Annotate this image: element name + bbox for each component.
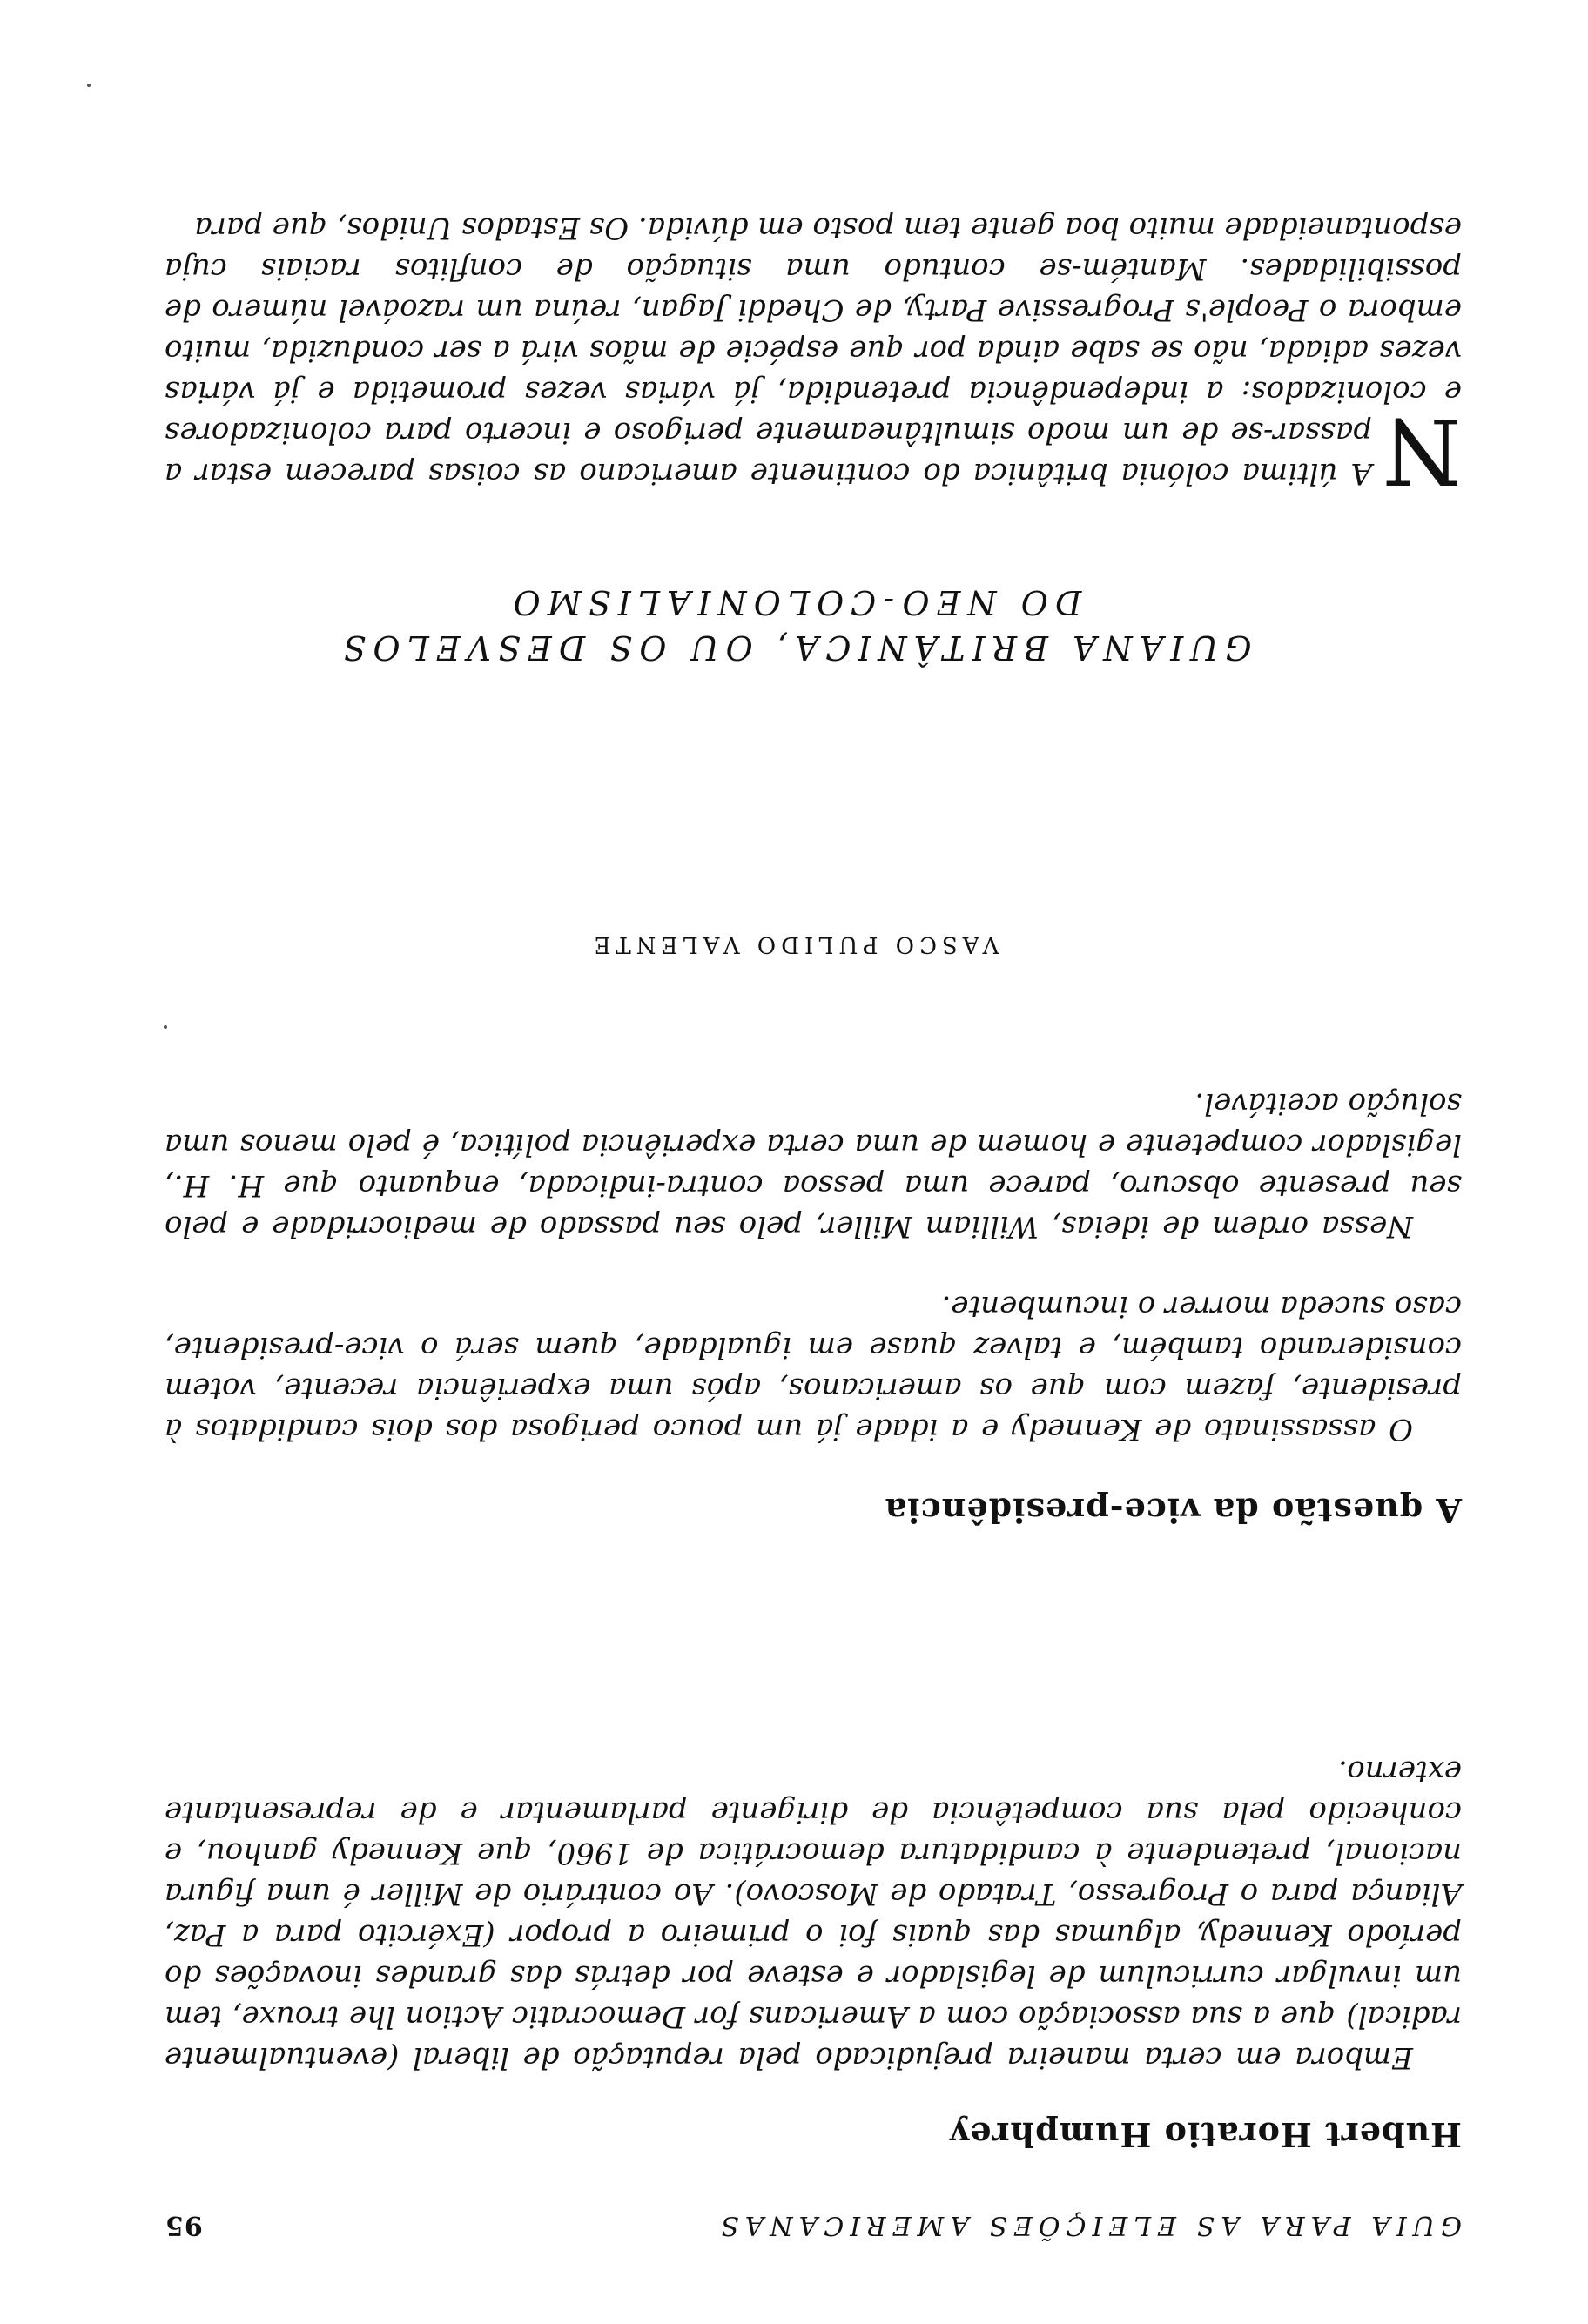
section-heading-humphrey: Hubert Horatio Humphrey <box>949 2115 1462 2154</box>
article-paragraph-1-text: A última colónia britânica do continente americano as coisas parecem estar a passar-se de um modo simultâneamente perigoso e incerto para colonizadores e colonizados: a independência pretendida, já várias vezes prometida e já várias vezes adiada, não se sabe ainda por que espécie de mãos virá a ser conduzida, muito embora o People's Progressive Party, de Cheddi Jagan, reúna um razoável número de possibilidades. Mantém-se contudo uma situação de conflitos raciais cuja espontaneidade muito boa gente tem posto em dúvida. Os Estados Unidos, que para <box>165 211 1462 491</box>
section-heading-vice-presidency: A questão da vice-presidência <box>884 1491 1462 1530</box>
running-head-title: GUIA PARA AS ELEIÇÕES AMERICANAS <box>715 2210 1462 2240</box>
drop-cap: N <box>1383 398 1462 504</box>
article-paragraph-1 <box>165 207 1462 504</box>
paragraph-vice-presidency-1: O assassinato de Kennedy e a idade já um pouco perigosa dos dois candidatos à presidente, fazem com que os americanos, após uma experiência recente, votem considerando também, e talvez quase em igualdade, quem será o vice-presidente, caso suceda morrer o incumbente. <box>165 1289 1462 1447</box>
paragraph-humphrey: Embora em certa maneira prejudicado pela reputação de liberal (eventualmente radical) que a sua associação com a Americans for Democratic Action lhe trouxe, tem um invulgar curriculum de legislador e esteve por detrás das grandes inovações do período Kennedy, algumas das quais foi o primeiro a propor (Exército para a Paz, Aliança para o Progresso, Tratado de Moscovo). Ao contrário de Miller é uma figura nacional, pretendente à candidatura democrática de 1960, que Kennedy ganhou, e conhecido pela sua competência de dirigente parlamentar e de representante externo. <box>165 1754 1462 2075</box>
page-number: 95 <box>165 2210 203 2240</box>
article-title <box>0 580 1588 670</box>
running-head <box>165 2210 1462 2240</box>
margin-dot <box>87 84 91 87</box>
article-title-line-2: DO NEO-COLONIALISMO <box>506 583 1082 621</box>
paragraph-vice-presidency-2: Nessa ordem de ideias, William Miller, pelo seu passado de mediocridade e pelo seu presente obscuro, parece uma pessoa contra-indicada, enquanto que H. H., legislador competente e homem de uma certa experiência política, é pelo menos uma solução aceitável. <box>165 1086 1462 1244</box>
article-byline: VASCO PULIDO VALENTE <box>589 931 999 957</box>
article-title-line-1: GUIANA BRITÂNICA, OU OS DESVELOS <box>336 628 1252 667</box>
margin-dot <box>164 1025 167 1029</box>
